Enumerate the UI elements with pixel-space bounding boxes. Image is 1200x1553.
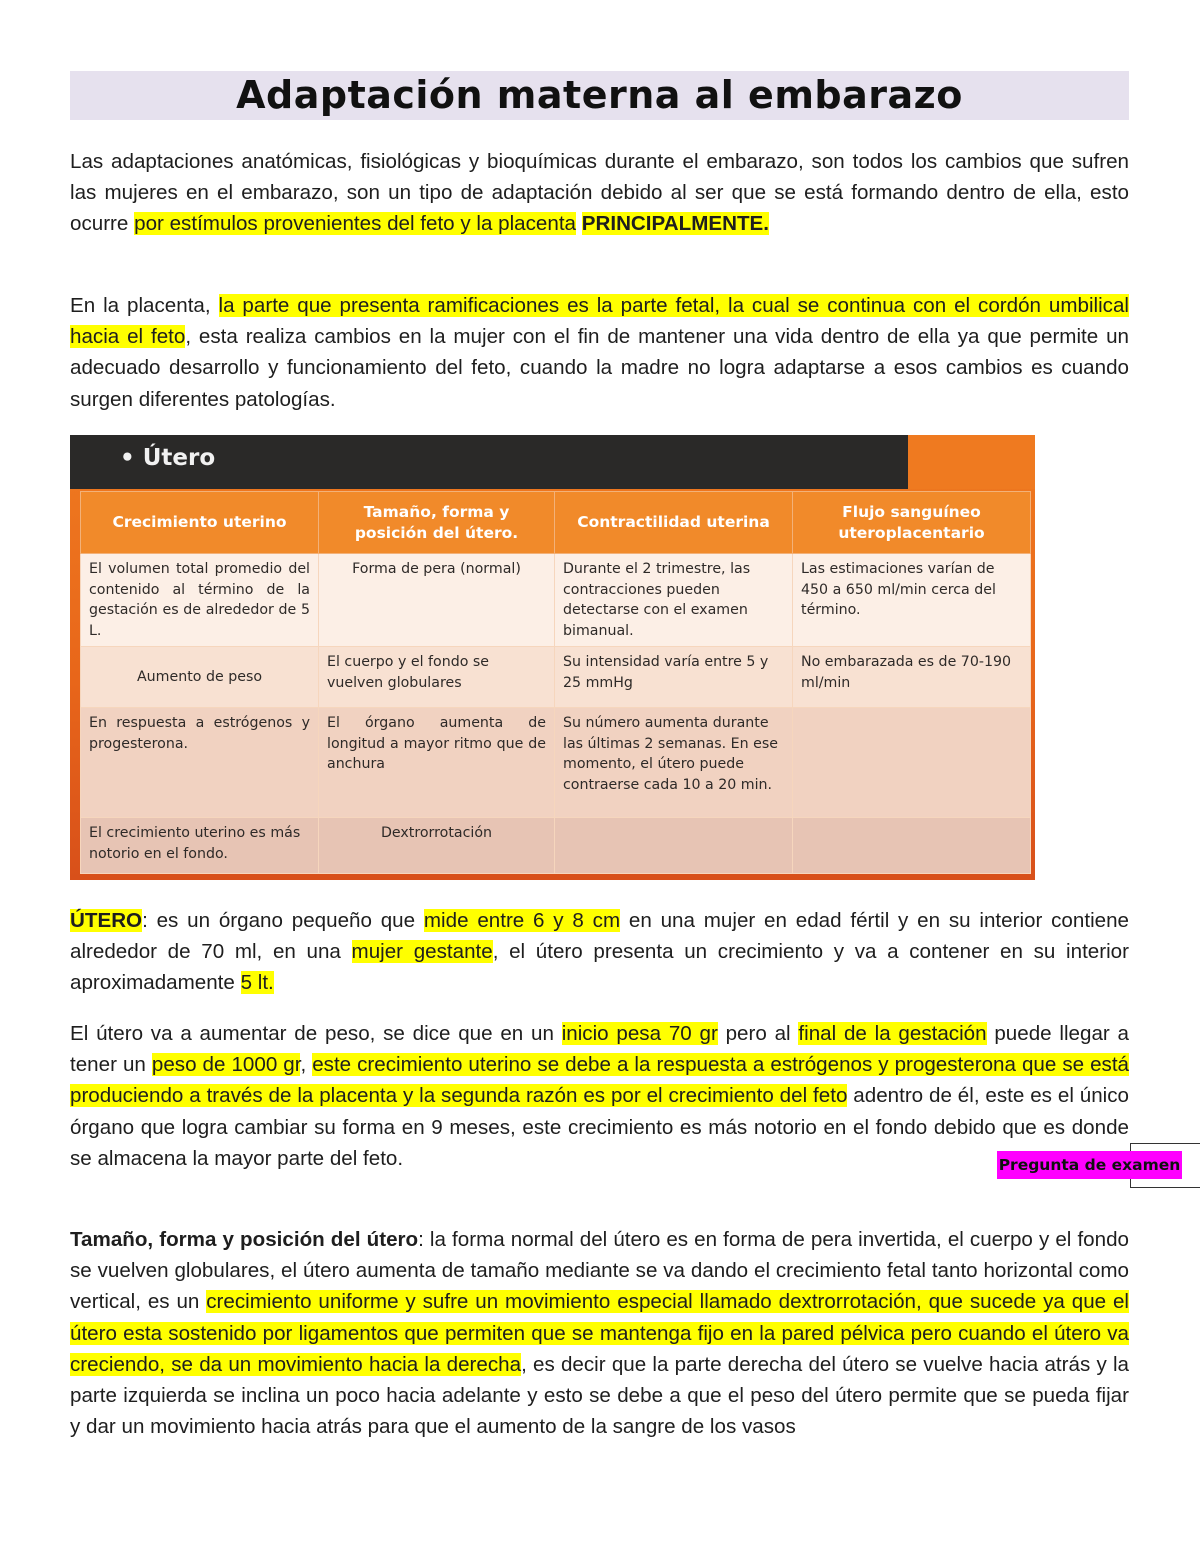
table-header: Crecimiento uterino xyxy=(81,492,319,554)
weight-text: El útero va a aumentar de peso, se dice que en un xyxy=(70,1022,562,1045)
slide-header-accent xyxy=(908,435,1035,489)
exam-question-tag[interactable]: Pregunta de examen xyxy=(997,1151,1182,1179)
table-cell: No embarazada es de 70-190 ml/min xyxy=(793,647,1031,708)
document-title: Adaptación materna al embarazo xyxy=(70,71,1129,120)
comment-connector xyxy=(1130,1179,1131,1187)
table-cell xyxy=(793,708,1031,818)
weight-text: adentro de él, este es el único órgano que logra cambiar su forma en 9 meses, este crecimiento es más notorio en el fondo debido que es donde se almacena la mayor parte del feto. xyxy=(70,1084,1129,1170)
weight-text: , xyxy=(300,1053,313,1077)
table-header: Contractilidad uterina xyxy=(555,492,793,554)
table-cell: Su intensidad varía entre 5 y 25 mmHg xyxy=(555,647,793,708)
table-cell: Las estimaciones varían de 450 a 650 ml/min cerca del término. xyxy=(793,554,1031,647)
table-cell: Aumento de peso xyxy=(81,647,319,708)
utero-text: en una mujer en edad fértil y en su interior contiene alrededor de 70 ml, en una xyxy=(70,909,1129,964)
placenta-text-start: En la placenta, xyxy=(70,294,219,317)
table-row xyxy=(81,647,1031,708)
weight-highlight: este crecimiento uterino se debe a la respuesta a estrógenos y progesterona que se está produciendo a través de la placenta y la segunda razón es por el crecimiento del feto xyxy=(70,1053,1130,1108)
table-cell: En respuesta a estrógenos y progesterona. xyxy=(81,708,319,818)
table-row xyxy=(81,554,1031,647)
uterus-table xyxy=(80,491,1031,874)
table-cell xyxy=(793,818,1031,874)
shape-label: Tamaño, forma y posición del útero xyxy=(70,1228,419,1251)
weight-highlight: inicio pesa 70 gr xyxy=(561,1022,718,1045)
shape-highlight: crecimiento uniforme y sufre un movimiento especial llamado dextrorrotación, que sucede ya que el útero esta sostenido por ligamentos que permiten que se mantenga fijo en la pared pélvica pero cuando el útero va creciendo, se da un movimiento hacia la derecha xyxy=(70,1290,1130,1376)
weight-highlight: peso de 1000 gr xyxy=(151,1053,301,1077)
utero-paragraph xyxy=(70,905,1129,999)
weight-highlight: final de la gestación xyxy=(798,1022,987,1045)
table-cell: El órgano aumenta de longitud a mayor ritmo que de anchura xyxy=(319,708,555,818)
table-cell: Forma de pera (normal) xyxy=(319,554,555,647)
intro-space xyxy=(576,212,582,235)
table-cell: Su número aumenta durante las últimas 2 semanas. En ese momento, el útero puede contraerse cada 10 a 20 min. xyxy=(555,708,793,818)
table-cell xyxy=(555,818,793,874)
shape-text: , es decir que la parte derecha del útero se vuelve hacia atrás y la parte izquierda se inclina un poco hacia adelante y esto se debe a que el peso del útero permite que se pueda fijar y dar un movimiento hacia atrás para que el aumento de la sangre de los vasos xyxy=(70,1352,1130,1439)
utero-highlight: 5 lt. xyxy=(240,971,274,995)
table-row xyxy=(81,708,1031,818)
comment-connector xyxy=(1130,1187,1200,1188)
table-header: Tamaño, forma y posición del útero. xyxy=(319,492,555,554)
intro-paragraph xyxy=(70,146,1129,240)
intro-highlight: por estímulos provenientes del feto y la placenta xyxy=(134,212,576,236)
table-header: Flujo sanguíneo uteroplacentario xyxy=(793,492,1031,554)
utero-label: ÚTERO xyxy=(70,909,143,932)
placenta-text-end: , esta realiza cambios en la mujer con el fin de mantener una vida dentro de ella ya que permite un adecuado desarrollo y funcionamiento del feto, cuando la madre no logra adaptarse a esos cambios es cuando surgen diferentes patologías. xyxy=(70,325,1129,411)
table-cell: El volumen total promedio del contenido al término de la gestación es de alrededor de 5 L. xyxy=(81,554,319,647)
utero-text: , el útero presenta un crecimiento y va a contener en su interior aproximadamente xyxy=(70,940,1129,995)
weight-text: pero al xyxy=(717,1022,799,1045)
utero-highlight: mide entre 6 y 8 cm xyxy=(423,909,621,932)
table-header-row xyxy=(81,492,1031,554)
shape-paragraph xyxy=(70,1224,1129,1442)
utero-highlight: mujer gestante xyxy=(351,940,493,964)
intro-emphasis: PRINCIPALMENTE. xyxy=(581,212,769,236)
comment-connector xyxy=(1130,1143,1200,1144)
table-cell: Dextrorrotación xyxy=(319,818,555,874)
shape-text: : la forma normal del útero es en forma de pera invertida, el cuerpo y el fondo se vuelven globulares, el útero aumenta de tamaño mediante se va dando el crecimiento fetal tanto horizontal como vertical, es un xyxy=(70,1228,1129,1314)
utero-text: : es un órgano pequeño que xyxy=(142,909,424,932)
table-cell: El cuerpo y el fondo se vuelven globulares xyxy=(319,647,555,708)
comment-connector xyxy=(1130,1143,1131,1151)
placenta-highlight: la parte que presenta ramificaciones es la parte fetal, la cual se continua con el cordón umbilical hacia el feto xyxy=(70,294,1130,349)
table-row xyxy=(81,818,1031,874)
table-cell: El crecimiento uterino es más notorio en el fondo. xyxy=(81,818,319,874)
slide-title: • Útero xyxy=(120,445,216,471)
placenta-paragraph xyxy=(70,290,1129,415)
weight-paragraph xyxy=(70,1018,1129,1174)
weight-text: puede llegar a tener un xyxy=(70,1022,1129,1077)
table-cell: Durante el 2 trimestre, las contracciones pueden detectarse con el examen bimanual. xyxy=(555,554,793,647)
uterus-slide-image xyxy=(70,435,1035,880)
intro-text: Las adaptaciones anatómicas, fisiológicas y bioquímicas durante el embarazo, son todos los cambios que sufren las mujeres en el embarazo, son un tipo de adaptación debido al ser que se está formando dentro de ella, esto ocurre xyxy=(70,150,1129,236)
